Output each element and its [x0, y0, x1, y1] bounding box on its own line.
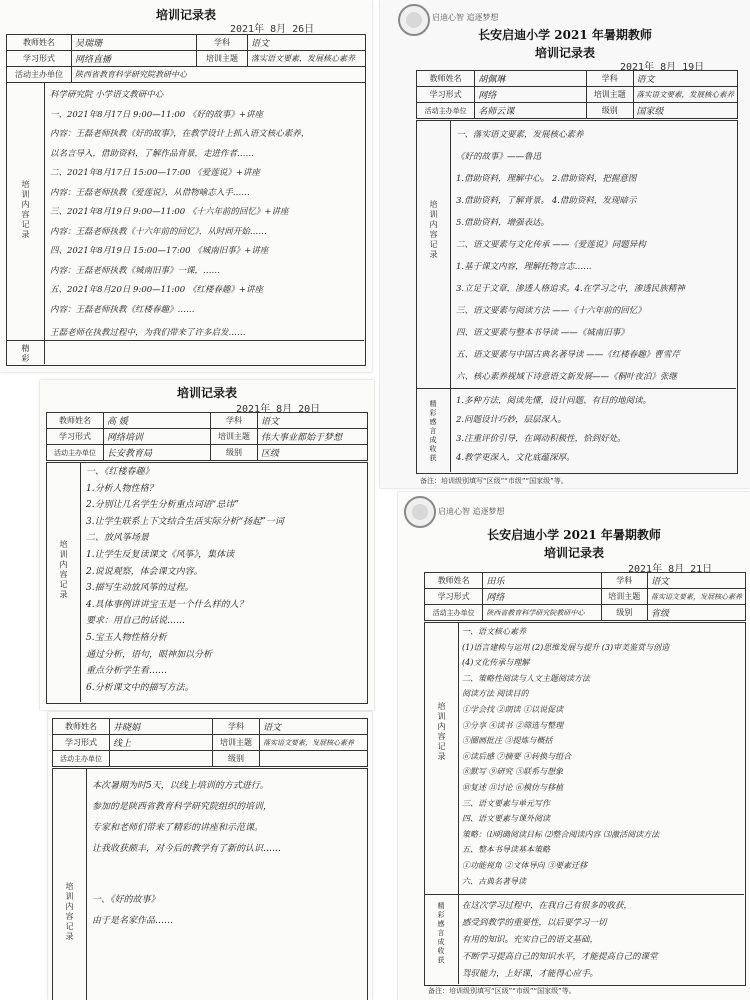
- content-line: ⑤圈画批注 ③提炼与概括: [462, 736, 553, 746]
- level-value: 省级: [648, 605, 746, 621]
- content-side-label: 培训内容记录: [59, 540, 68, 600]
- org-value: 名师云课: [475, 103, 587, 119]
- content-line: 五、语文要素与中国古典名著导读 ——《红楼春趣》曹雪芹: [456, 350, 680, 360]
- level-label: 级别: [211, 445, 258, 461]
- school-logo-icon: [404, 496, 436, 528]
- topic-value: 落实语文要素，发展核心素养: [248, 51, 366, 67]
- org-label: 活动主办单位: [47, 445, 104, 461]
- content-line: 4.具体事例讲讲宝玉是一个什么样的人？: [86, 599, 248, 610]
- teacher-name: 吴瑞珊: [72, 35, 197, 51]
- content-line: 策略：⑴明确阅读目标 ⑵整合阅读内容 ⑶激活阅读方法: [462, 829, 660, 839]
- content-line: 《好的故事》——鲁迅: [456, 152, 542, 162]
- content-side-label: 培训内容记录: [21, 180, 30, 240]
- content-line: 一、语文核心素养: [462, 627, 526, 636]
- divider: [416, 388, 736, 389]
- subject-value: 语文: [258, 413, 368, 429]
- reflection-line: 驾驭能力，上好课，才能得心应手。: [462, 969, 599, 979]
- content-line: 2.分别让几名学生分析重点词语“忌讳”: [86, 500, 239, 511]
- content-line: 参加的是陕西省教育科学研究院组织的培训，: [92, 802, 273, 812]
- content-line: 让我收获颇丰，对今后的教学有了新的认识……: [92, 844, 282, 854]
- school-motto: 启迪心智 追逐梦想: [438, 507, 505, 516]
- form-value: 线上: [110, 735, 213, 751]
- reflection-line: 1.多种方法，阅读先懂，设计问题、有目的地阅读。: [456, 396, 652, 406]
- reflection-line: 4.教学更深入，文化底蕴深厚。: [456, 453, 575, 463]
- content-line: 要求：用自己的话说……: [86, 616, 186, 627]
- org-value: [110, 751, 213, 767]
- level-value: [260, 751, 368, 767]
- sheet-title: 培训记录表: [543, 546, 604, 560]
- content-line: 由于是名家作品……: [92, 916, 174, 926]
- subject-value: 语文: [248, 35, 366, 51]
- content-line: 二、2021年8月17日 15:00—17:00 《爱莲说》+讲座: [50, 168, 260, 178]
- record-sheet-3: [40, 380, 374, 710]
- divider: [424, 894, 744, 895]
- teacher-label: 教师姓名: [417, 71, 475, 87]
- sheet-title: 培训记录表: [155, 8, 216, 22]
- org-label: 活动主办单位: [425, 605, 483, 621]
- content-side-label: 培训内容记录: [429, 200, 438, 260]
- sheet-title: 培训记录表: [176, 386, 237, 400]
- reflection-side-label: 精彩感言成收获: [429, 400, 437, 463]
- level-label: 级别: [601, 605, 648, 621]
- org-value: 陕西省教育科学研究院教研中心: [483, 605, 601, 621]
- content-line: 5.宝玉人物性格分析: [86, 632, 167, 643]
- sheet-date: 2021年 8月 20日: [236, 404, 321, 415]
- teacher-name: 胡佩琳: [475, 71, 587, 87]
- sheet-title: 培训记录表: [534, 46, 595, 60]
- subject-value: 语文: [260, 719, 368, 735]
- sheet-date: 2021年 8月 26日: [230, 24, 315, 35]
- org-label: 活动主办单位: [53, 751, 110, 767]
- content-line: 1.分析人物性格？: [86, 483, 158, 494]
- org-value: 长安教育局: [104, 445, 211, 461]
- divider: [86, 768, 87, 1000]
- level-label: 级别: [213, 751, 260, 767]
- form-label: 学习形式: [7, 51, 72, 67]
- content-line: 四、语文要素与课外阅读: [462, 814, 550, 824]
- subject-label: 学科: [213, 719, 260, 735]
- form-value: 网络培训: [104, 429, 211, 445]
- content-line: 三、语文要素与单元写作: [462, 798, 550, 808]
- content-line: 科学研究院 小学语文教研中心: [50, 90, 164, 100]
- subject-value: 语文: [633, 71, 738, 87]
- org-label: 活动主办单位: [417, 103, 475, 119]
- teacher-label: 教师姓名: [425, 573, 483, 589]
- topic-value: 落实语文要素，发展核心素养: [648, 589, 746, 605]
- topic-label: 培训主题: [601, 589, 648, 605]
- content-line: 内容：王磊老师执教《好的故事》，在教学设计上抓入语文核心素养，: [50, 129, 310, 139]
- content-line: 内容：王磊老师执教《爱莲说》，从借物喻志入手……: [50, 187, 250, 198]
- teacher-name: 高 媛: [104, 413, 211, 429]
- org-value: 陕西省教育科学研究院教研中心: [72, 67, 366, 83]
- content-line: 五、整本书导读基本策略: [462, 845, 550, 855]
- sheet-date: 2021年 8月 21日: [628, 564, 713, 575]
- subject-label: 学科: [211, 413, 258, 429]
- record-sheet-1: [0, 0, 372, 372]
- divider: [450, 120, 451, 472]
- level-value: 区级: [258, 445, 368, 461]
- form-value: 网络: [475, 87, 587, 103]
- content-line: 内容：王磊老师执教《红楼春趣》……: [50, 304, 195, 315]
- topic-value: 落实语文要素，发展核心素养: [260, 735, 368, 751]
- reflection-line: 3.注重评价引导，在调动积极性，恰到好处。: [456, 434, 626, 444]
- content-line: 王磊老师在执教过程中，为我们带来了许多启发……: [50, 328, 246, 338]
- content-line: 二、语文要素与文化传承 ——《爱莲说》同题异构: [456, 240, 646, 250]
- content-line: 1.让学生反复读课文《风筝》，集体读: [86, 549, 235, 560]
- teacher-label: 教师姓名: [47, 413, 104, 429]
- content-line: 6.分析课文中的描写方法。: [86, 682, 194, 693]
- content-line: 1.借助资料，理解中心。 2.借助资料，把握意图: [456, 174, 637, 184]
- reflection-side-label: 精彩感言成收获: [437, 902, 445, 965]
- content-line: 二、策略性阅读与人文主题阅读方法: [462, 673, 590, 683]
- content-line: 阅读方法 阅读目的: [462, 689, 529, 699]
- content-line: (1)语言建构与运用 (2)思维发展与提升 (3)审美鉴赏与创造: [462, 642, 670, 652]
- topic-label: 培训主题: [587, 87, 633, 103]
- content-line: 三、语文要素与阅读方法 ——《十六年前的回忆》: [456, 306, 646, 316]
- content-line: ③分享 ④读书 ②筛选与整理: [462, 720, 564, 730]
- content-line: 六、核心素养视域下诗意语文新发展——《桐叶夜泊》张继: [456, 372, 678, 382]
- level-value: 国家级: [633, 103, 738, 119]
- reflection-line: 2.问题设计巧妙，层层深入。: [456, 415, 567, 425]
- content-line: 内容：王磊老师执教《城南旧事》一课，……: [50, 265, 221, 276]
- divider: [44, 82, 45, 364]
- content-line: 5.借助资料，增强表达。: [456, 218, 550, 228]
- reflection-line: 感受到教学的重要性，以后要学习一切: [462, 918, 607, 928]
- form-value: 网络直播: [72, 51, 197, 67]
- content-line: 一、落实语文要素，发展核心素养: [456, 130, 584, 140]
- form-label: 学习形式: [47, 429, 104, 445]
- form-label: 学习形式: [425, 589, 483, 605]
- content-line: 一、2021年8月17日 9:00—11:00 《好的故事》+讲座: [50, 109, 263, 120]
- reflection-line: 有用的知识。充实自己的语文基础，: [462, 935, 599, 945]
- content-line: 重点分析学生看……: [86, 666, 168, 677]
- content-line: 3.立足于文章，渗透人格追求。4.在学习之中，渗透民族精神: [456, 284, 685, 294]
- topic-label: 培训主题: [213, 735, 260, 751]
- content-side-label: 培训内容记录: [65, 882, 74, 942]
- subject-label: 学科: [601, 573, 648, 589]
- school-motto: 启迪心智 追逐梦想: [432, 13, 499, 22]
- form-label: 学习形式: [53, 735, 110, 751]
- record-sheet-4: [398, 492, 750, 1000]
- content-line: 四、2021年8月19日 15:00—17:00 《城南旧事》+讲座: [50, 246, 269, 256]
- content-line: 五、2021年8月20日 9:00—11:00 《红楼春趣》+讲座: [50, 285, 263, 295]
- footnote: 备注：培训级别填写“区级”“市级”“国家级”等。: [420, 477, 568, 485]
- content-line: ⑩复述 ⑪讨论 ⑥模仿与移植: [462, 782, 564, 792]
- content-line: 3.借助资料，了解背景。 4.借助资料，发现暗示: [456, 196, 637, 206]
- content-line: ⑥读后感 ⑦摘要 ④转换与组合: [462, 751, 572, 761]
- content-line: ①功能视角 ②文体导向 ③要素迁移: [462, 860, 588, 870]
- content-line: 3.让学生联系上下文结合生活实际分析“扬起”一词: [86, 516, 284, 527]
- content-line: ①学会找 ②朗读 ①以说促读: [462, 704, 564, 714]
- reflection-line: 不断学习提高自己的知识水平，才能提高自己的课堂: [462, 952, 658, 962]
- org-label: 活动主办单位: [7, 67, 72, 83]
- school-title: 长安启迪小学 2021 年暑期教师: [478, 28, 652, 42]
- content-line: 通过分析，语句，眼神加以分析: [86, 649, 213, 660]
- subject-label: 学科: [587, 71, 633, 87]
- reflection-line: 在这次学习过程中，在我自己有很多的收获，: [462, 901, 633, 911]
- content-line: 以名言导入，借助资料，了解作品背景，走进作者……: [50, 148, 255, 159]
- content-line: ⑧默写 ⑨研究 ⑤联系与想象: [462, 767, 564, 777]
- topic-label: 培训主题: [197, 51, 248, 67]
- content-line: 2.说说观察，体会课文内容。: [86, 566, 203, 577]
- sheet-date: 2021年 8月 19日: [620, 62, 705, 73]
- content-line: 本次暑期为时5天，以线上培训的方式进行。: [92, 781, 269, 791]
- topic-value: 落实语文要素，发展核心素养: [633, 87, 738, 103]
- content-line: 四、语文要素与整本书导读 ——《城南旧事》: [456, 328, 629, 338]
- record-sheet-2: [380, 0, 750, 488]
- content-line: 三、2021年8月19日 9:00—11:00 《十六年前的回忆》+讲座: [50, 207, 289, 217]
- school-title: 长安启迪小学 2021 年暑期教师: [487, 528, 661, 542]
- content-line: 3.描写生动放风筝的过程。: [86, 583, 194, 594]
- content-line: 内容：王磊老师执教《十六年前的回忆》，从时间开始……: [50, 226, 267, 237]
- content-line: 1.基于课文内容，理解托物言志……: [456, 262, 592, 272]
- record-sheet-5: [48, 712, 372, 1000]
- teacher-name: 井晓娟: [110, 719, 213, 735]
- topic-label: 培训主题: [211, 429, 258, 445]
- form-value: 网络: [483, 589, 601, 605]
- content-line: (4)文化传承与理解: [462, 658, 530, 668]
- content-line: 六、古典名著导读: [462, 876, 526, 886]
- teacher-name: 田乐: [483, 573, 601, 589]
- teacher-label: 教师姓名: [53, 719, 110, 735]
- content-line: 二、放风筝场景: [86, 533, 150, 544]
- subject-value: 语文: [648, 573, 746, 589]
- divider: [80, 462, 81, 702]
- content-line: 专家和老师们带来了精彩的讲座和示范课。: [92, 823, 264, 833]
- content-side-label: 培训内容记录: [437, 702, 446, 762]
- footnote: 备注：培训级别填写“区级”“市级”“国家级”等。: [428, 987, 576, 995]
- content-line: 一、《好的故事》: [92, 895, 160, 905]
- form-label: 学习形式: [417, 87, 475, 103]
- teacher-label: 教师姓名: [7, 35, 72, 51]
- divider: [458, 622, 459, 984]
- topic-value: 伟大事业都始于梦想: [258, 429, 368, 445]
- level-label: 级别: [587, 103, 633, 119]
- essence-side-label: 精彩: [21, 344, 30, 364]
- content-line: 一、《红楼春趣》: [86, 467, 154, 477]
- subject-label: 学科: [197, 35, 248, 51]
